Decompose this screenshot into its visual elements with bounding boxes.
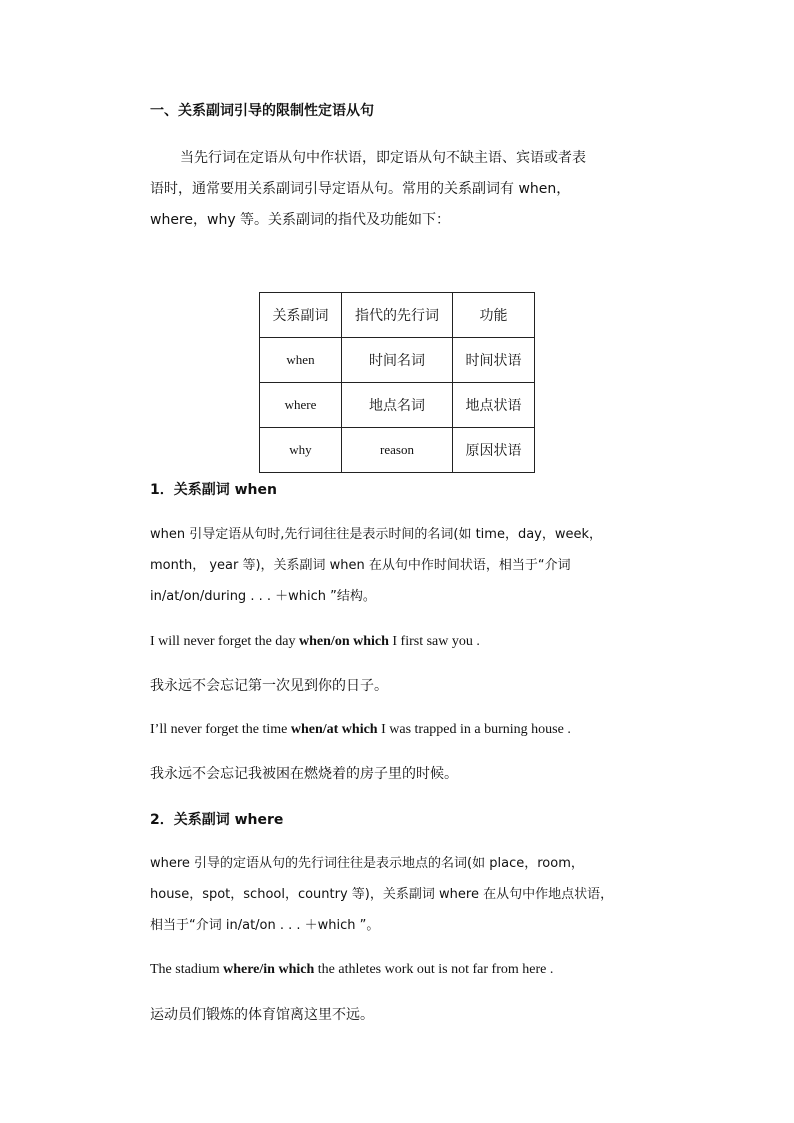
example-text: the athletes work out is not far from here . [314,962,554,977]
table-cell: 地点状语 [453,383,535,428]
table-header-cell: 指代的先行词 [342,293,453,338]
intro-line-2: 语时，通常要用关系副词引导定语从句。常用的关系副词有 when， [150,181,571,197]
section1-title: 1．关系副词 when [150,482,277,498]
table-header-cell: 功能 [453,293,535,338]
section1-example-1 [150,632,480,652]
intro-line-3: where，why 等。关系副词的指代及功能如下： [150,212,451,228]
section2-example-1-translation: 运动员们锻炼的体育馆离这里不远。 [150,1007,374,1023]
section2-example-1 [150,960,553,980]
section2-desc-3: 相当于“介词 in/at/on . . . ＋which ”。 [150,918,380,933]
table-header-cell: 关系副词 [260,293,342,338]
section2-title: 2．关系副词 where [150,812,284,828]
section-heading: 一、关系副词引导的限制性定语从句 [150,103,374,119]
relative-adverb-table [259,292,535,473]
example-keyword: when/on which [299,634,389,649]
table-cell: reason [342,428,453,473]
table-row [260,338,535,383]
example-text: I first saw you . [388,634,480,649]
table-header-row [260,293,535,338]
table-row [260,428,535,473]
section1-desc-1: when 引导定语从句时,先行词往往是表示时间的名词(如 time，day，week， [150,527,603,542]
section1-example-1-translation: 我永远不会忘记第一次见到你的日子。 [150,678,388,694]
table-cell: 原因状语 [453,428,535,473]
table-row [260,383,535,428]
section2-desc-2: house，spot，school，country 等)，关系副词 where 在从句中作地点状语， [150,887,614,902]
example-text: The stadium [150,962,224,977]
example-text: I was trapped in a burning house . [377,722,571,737]
example-keyword: where/in which [223,962,315,977]
section1-example-2 [150,720,571,740]
section1-desc-3: in/at/on/during . . . ＋which ”结构。 [150,589,376,604]
table-cell: when [260,338,342,383]
table-cell: why [260,428,342,473]
example-keyword: when/at which [290,722,378,737]
section2-desc-1: where 引导的定语从句的先行词往往是表示地点的名词(如 place，room， [150,856,584,871]
intro-line-1: 当先行词在定语从句中作状语，即定语从句不缺主语、宾语或者表 [180,150,586,166]
section1-example-2-translation: 我永远不会忘记我被困在燃烧着的房子里的时候。 [150,766,458,782]
table-cell: 时间名词 [342,338,453,383]
section1-desc-2: month， year 等)，关系副词 when 在从句中作时间状语，相当于“介词 [150,558,571,573]
example-text: I will never forget the day [150,634,300,649]
example-text: I’ll never forget the time [150,722,291,737]
table-cell: 时间状语 [453,338,535,383]
table-cell: where [260,383,342,428]
table-cell: 地点名词 [342,383,453,428]
